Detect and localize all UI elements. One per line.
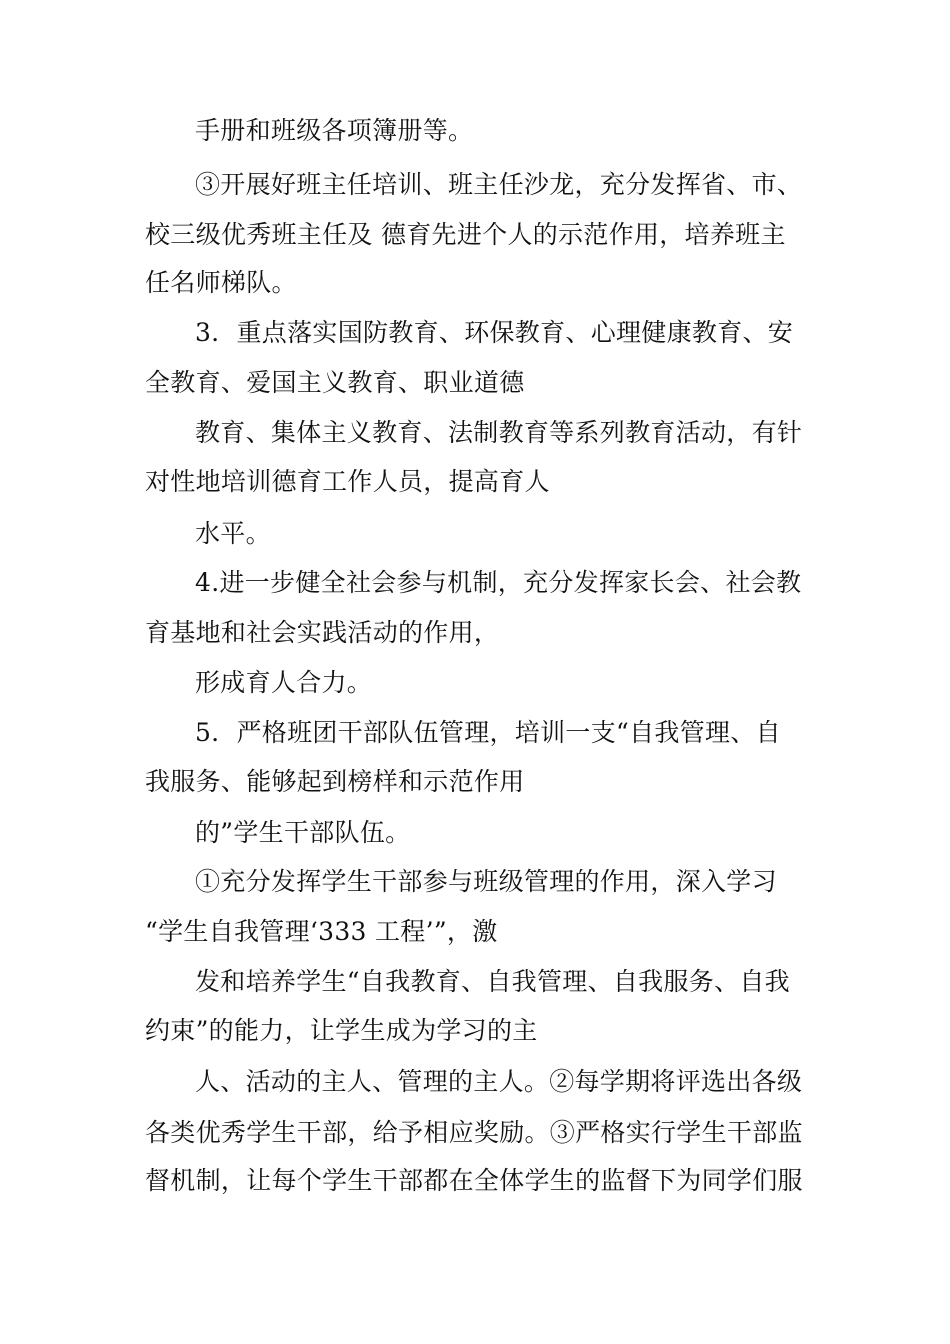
text-line-22: 督机制，让每个学生干部都在全体学生的监督下为同学们服: [145, 1166, 803, 1195]
text-line-15: 的”学生干部队伍。: [195, 818, 411, 847]
text-line-2: ③开展好班主任培训、班主任沙龙，充分发挥省、市、: [195, 170, 803, 199]
text-line-20: 人、活动的主人、管理的主人。②每学期将评选出各级: [195, 1067, 803, 1096]
text-line-1: 手册和班级各项簿册等。: [195, 116, 474, 145]
text-line-10: 4.进一步健全社会参与机制，充分发挥家长会、社会教: [195, 568, 802, 597]
text-line-19: 约束”的能力，让学生成为学习的主: [145, 1016, 538, 1045]
text-line-14: 我服务、能够起到榜样和示范作用: [145, 767, 525, 796]
text-line-11: 育基地和社会实践活动的作用，: [145, 618, 500, 647]
text-line-13: 5．严格班团干部队伍管理，培训一支“自我管理、自: [195, 718, 781, 747]
text-line-4: 任名师梯队。: [145, 268, 297, 297]
text-line-18: 发和培养学生“自我教育、自我管理、自我服务、自我: [195, 967, 790, 996]
text-line-21: 各类优秀学生干部，给予相应奖励。③严格实行学生干部监: [145, 1118, 803, 1147]
text-line-5: 3．重点落实国防教育、环保教育、心理健康教育、安: [195, 318, 794, 347]
text-line-12: 形成育人合力。: [195, 668, 373, 697]
text-line-16: ①充分发挥学生干部参与班级管理的作用，深入学习: [195, 867, 777, 896]
text-line-3: 校三级优秀班主任及 德育先进个人的示范作用，培养班主: [145, 220, 786, 249]
text-line-17: “学生自我管理‘333 工程’”，激: [145, 917, 498, 946]
text-line-7: 教育、集体主义教育、法制教育等系列教育活动，有针: [195, 418, 803, 447]
text-line-6: 全教育、爱国主义教育、职业道德: [145, 368, 525, 397]
text-line-9: 水平。: [195, 519, 271, 548]
text-line-8: 对性地培训德育工作人员，提高育人: [145, 467, 550, 496]
